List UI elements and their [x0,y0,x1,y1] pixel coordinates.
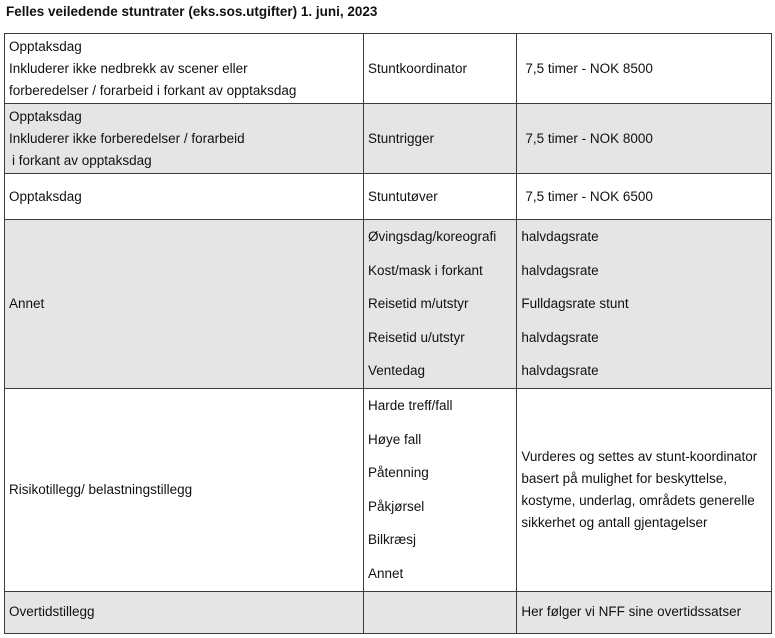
rate-cell: 7,5 timer - NOK 8500 [517,34,772,104]
category-cell: Risikotillegg/ belastningstillegg [5,388,364,591]
category-line: Inkluderer ikke forberedelser / forarbeid [9,130,245,146]
list-item: Bilkræsj [367,532,416,547]
category-line: Inkluderer ikke nedbrekk av scener eller [9,60,248,76]
list-item: Reisetid u/utstyr [367,329,465,345]
list-item: Annet [367,565,404,581]
list-item: Påkjørsel [367,498,425,514]
rate-cell: 7,5 timer - NOK 6500 [517,174,772,220]
table-row-annet [5,220,772,389]
list-item: Reisetid m/utstyr [367,296,469,311]
category-line: forberedelser / forarbeid i forkant av opptaksdag [9,82,297,98]
category-cell [5,34,364,104]
list-item-rate: halvdagsrate [521,363,599,378]
role-cell: Stuntkoordinator [363,34,516,104]
list-item-rate: halvdagsrate [521,229,599,244]
category-line: Opptaksdag [9,108,82,124]
list-item: Øvingsdag/koreografi [367,229,497,244]
category-line: Opptaksdag [9,188,82,204]
items-cell [363,388,516,591]
category-cell: Overtidstillegg [5,591,364,633]
category-line: Opptaksdag [9,38,82,54]
list-item: Ventedag [367,363,426,378]
item-rates-cell [517,220,772,389]
list-item: Høye fall [367,431,422,447]
table-row-stuntutover [5,174,772,220]
list-item: Påtenning [367,465,429,480]
rate-cell: 7,5 timer - NOK 8000 [517,104,772,174]
list-item-rate: halvdagsrate [521,262,599,278]
list-item-rate: halvdagsrate [521,329,599,345]
role-cell: Stuntutøver [363,174,516,220]
category-cell: Annet [5,220,364,389]
items-cell [363,220,516,389]
note-cell: Vurderes og settes av stunt-koordinator basert på mulighet for beskyttelse, kostyme, underlag, områdets generelle sikkerhet og antall gjentagelser [517,388,772,591]
list-item-rate: Fulldagsrate stunt [521,296,629,311]
category-cell [5,174,364,220]
category-line: i forkant av opptaksdag [12,152,152,168]
document-title: Felles veiledende stuntrater (eks.sos.utgifter) 1. juni, 2023 [6,4,378,19]
stunt-rates-table [4,33,772,634]
table-row-risikotillegg [5,388,772,591]
category-cell [5,104,364,174]
table-row-overtidstillegg [5,591,772,633]
role-cell: Stuntrigger [363,104,516,174]
rate-cell: Her følger vi NFF sine overtidssatser [517,591,772,633]
role-cell [363,591,516,633]
list-item: Kost/mask i forkant [367,262,483,278]
table-row-stuntrigger [5,104,772,174]
table-row-stuntkoordinator [5,34,772,104]
list-item: Harde treff/fall [367,398,453,413]
